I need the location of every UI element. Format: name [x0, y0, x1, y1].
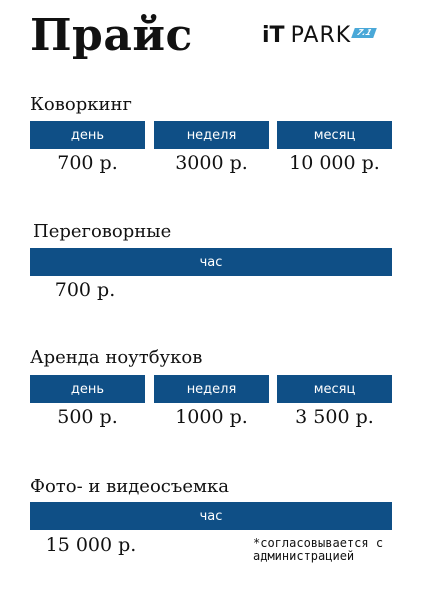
coworking-day-header: день — [30, 121, 145, 149]
coworking-day-price: 700 р. — [57, 152, 118, 174]
it-park-logo — [262, 24, 375, 48]
meeting-rooms-price: 700 р. — [54, 279, 116, 301]
meeting-rooms-hour-header: час — [30, 248, 392, 276]
photo-video-title: Фото- и видеосъемка — [30, 476, 229, 497]
logo-park: PARK — [290, 23, 352, 48]
laptops-day-header: день — [30, 375, 145, 403]
logo-it: iT — [262, 23, 285, 48]
meeting-rooms-title: Переговорные — [33, 221, 172, 242]
logo-badge: 7.1 — [351, 28, 377, 38]
laptops-month-header: месяц — [277, 375, 392, 403]
laptops-week-price: 1000 р. — [175, 406, 248, 428]
page-title: Прайс — [30, 10, 193, 61]
laptops-title: Аренда ноутбуков — [30, 347, 203, 368]
photo-video-price: 15 000 р. — [45, 534, 137, 556]
laptops-day-price: 500 р. — [57, 406, 118, 428]
approval-note: *согласовывается с администрацией — [253, 536, 384, 563]
coworking-week-header: неделя — [154, 121, 269, 149]
coworking-month-header: месяц — [277, 121, 392, 149]
laptops-week-header: неделя — [154, 375, 269, 403]
photo-video-hour-header: час — [30, 502, 392, 530]
coworking-month-price: 10 000 р. — [289, 152, 380, 174]
coworking-title: Коворкинг — [30, 94, 132, 115]
laptops-month-price: 3 500 р. — [295, 406, 374, 428]
coworking-week-price: 3000 р. — [175, 152, 248, 174]
